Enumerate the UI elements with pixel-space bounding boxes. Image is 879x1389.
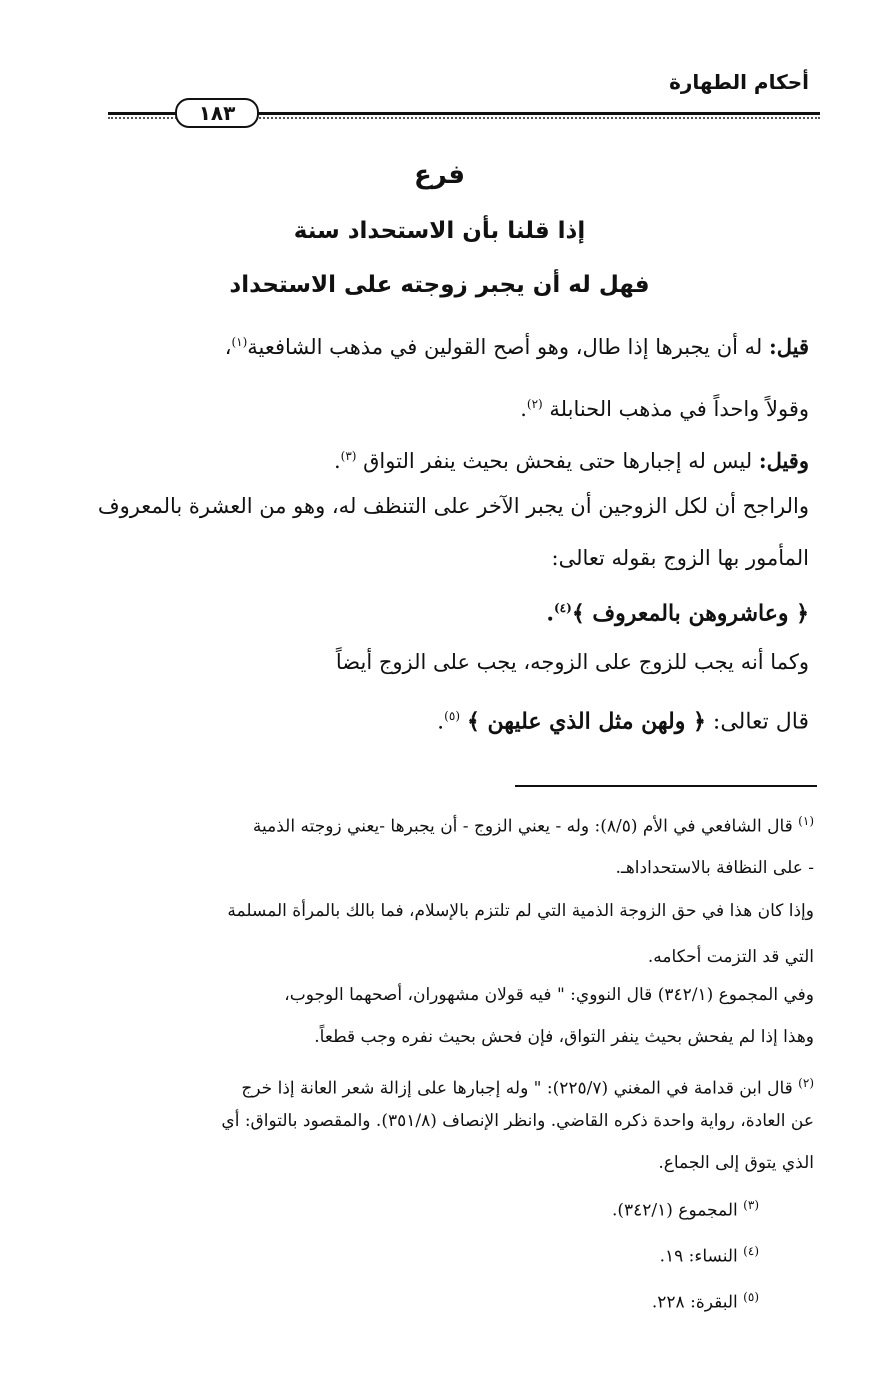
paragraph-1: قيل: له أن يجبرها إذا طال، وهو أصح القولين في مذهب الشافعية$^{(١)}$، [224,334,809,359]
footnote-1-line-6: وهذا إذا لم يفحش بحيث ينفر التواق، فإن فحش بحيث نفره وجب قطعاً. [314,1027,814,1047]
section-heading-text: فرع [414,160,465,190]
paragraph-5: المأمور بها الزوج بقوله تعالى: [551,546,809,570]
footnote-4: $^{(٤)}$ النساء: ١٩. [659,1244,759,1267]
running-title: أحكام الطهارة [669,70,809,94]
footnote-1-marker: (١) [798,814,814,828]
footnote-ref-5[interactable]: (٥) [444,709,460,723]
label-qila: قيل: [768,334,809,359]
footnote-1-line-4: التي قد التزمت أحكامه. [647,947,814,967]
footnote-4-marker: (٤) [743,1244,759,1258]
footnote-2-line-2: عن العادة، رواية واحدة ذكره القاضي. وانظر الإنصاف (٣٥١/٨). والمقصود بالتواق: أي [221,1111,814,1131]
paragraph-3-text: ليس له إجبارها حتى يفحش بحيث ينفر التواق [363,449,753,473]
paragraph-7: وكما أنه يجب للزوج على الزوجه، يجب على الزوج أيضاً [335,650,809,674]
footnote-ref-3[interactable]: (٣) [340,449,357,463]
footnote-5: $^{(٥)}$ البقرة: ٢٢٨. [651,1290,759,1313]
footnote-2-marker: (٢) [798,1076,814,1090]
paragraph-4: والراجح أن لكل الزوجين أن يجبر الآخر على التنظف له، وهو من العشرة بالمعروف [97,494,809,518]
footnote-5-marker: (٥) [743,1290,759,1304]
footnote-2: $^{(٢)}$ قال ابن قدامة في المغني (٢٢٥/٧): " وله إجبارها على إزالة شعر العانة إذا خرج [241,1076,814,1099]
footnote-1-line-5: وفي المجموع (٣٤٢/١) قال النووي: " فيه قولان مشهوران، أصحهما الوجوب، [284,985,814,1005]
footnote-1: $^{(١)}$ قال الشافعي في الأم (٨/٥): وله - يعني الزوج - أن يجبرها -يعني زوجته الذمية [252,814,814,837]
quran-verse-1: ﴿ وعاشروهن بالمعروف ﴾$^{(٤)}$. [546,600,809,627]
paragraph-1-text: له أن يجبرها إذا طال، وهو أصح القولين في مذهب الشافعية [247,335,763,359]
footnote-ref-2[interactable]: (٢) [526,397,543,411]
verse-2-text: ﴿ ولهن مثل الذي عليهن ﴾ [467,708,706,735]
quran-verse-2: قال تعالى: ﴿ ولهن مثل الذي عليهن ﴾ $^{(٥)}$. [437,708,809,735]
verse-1-text: ﴿ وعاشروهن بالمعروف ﴾ [571,600,809,627]
footnote-3-marker: (٣) [743,1198,759,1212]
paragraph-2-text: وقولاً واحداً في مذهب الحنابلة [549,397,809,421]
paragraph-3: وقيل: ليس له إجبارها حتى يفحش بحيث ينفر التواق $^{(٣)}$. [333,448,809,473]
footnote-1-line-3: وإذا كان هذا في حق الزوجة الذمية التي لم تلتزم بالإسلام، فما بالك بالمرأة المسلمة [227,901,814,921]
footnote-ref-4[interactable]: (٤) [553,601,572,615]
label-waqila: وقيل: [758,448,809,473]
heading-line-1: إذا قلنا بأن الاستحداد سنة [293,218,586,244]
section-heading [100,160,779,190]
footnote-ref-1[interactable]: (١) [231,335,248,349]
footnote-3: $^{(٣)}$ المجموع (٣٤٢/١). [611,1198,759,1221]
paragraph-2: وقولاً واحداً في مذهب الحنابلة $^{(٢)}$. [520,397,809,421]
footnote-separator [515,785,817,787]
page-number: ١٨٣ [175,98,259,128]
heading-line-2: فهل له أن يجبر زوجته على الاستحداد [229,272,650,298]
footnote-2-line-3: الذي يتوق إلى الجماع. [658,1153,814,1173]
verse-2-intro: قال تعالى: [712,709,809,735]
footnote-1-line-2: - على النظافة بالاستحداداهـ. [615,858,814,878]
